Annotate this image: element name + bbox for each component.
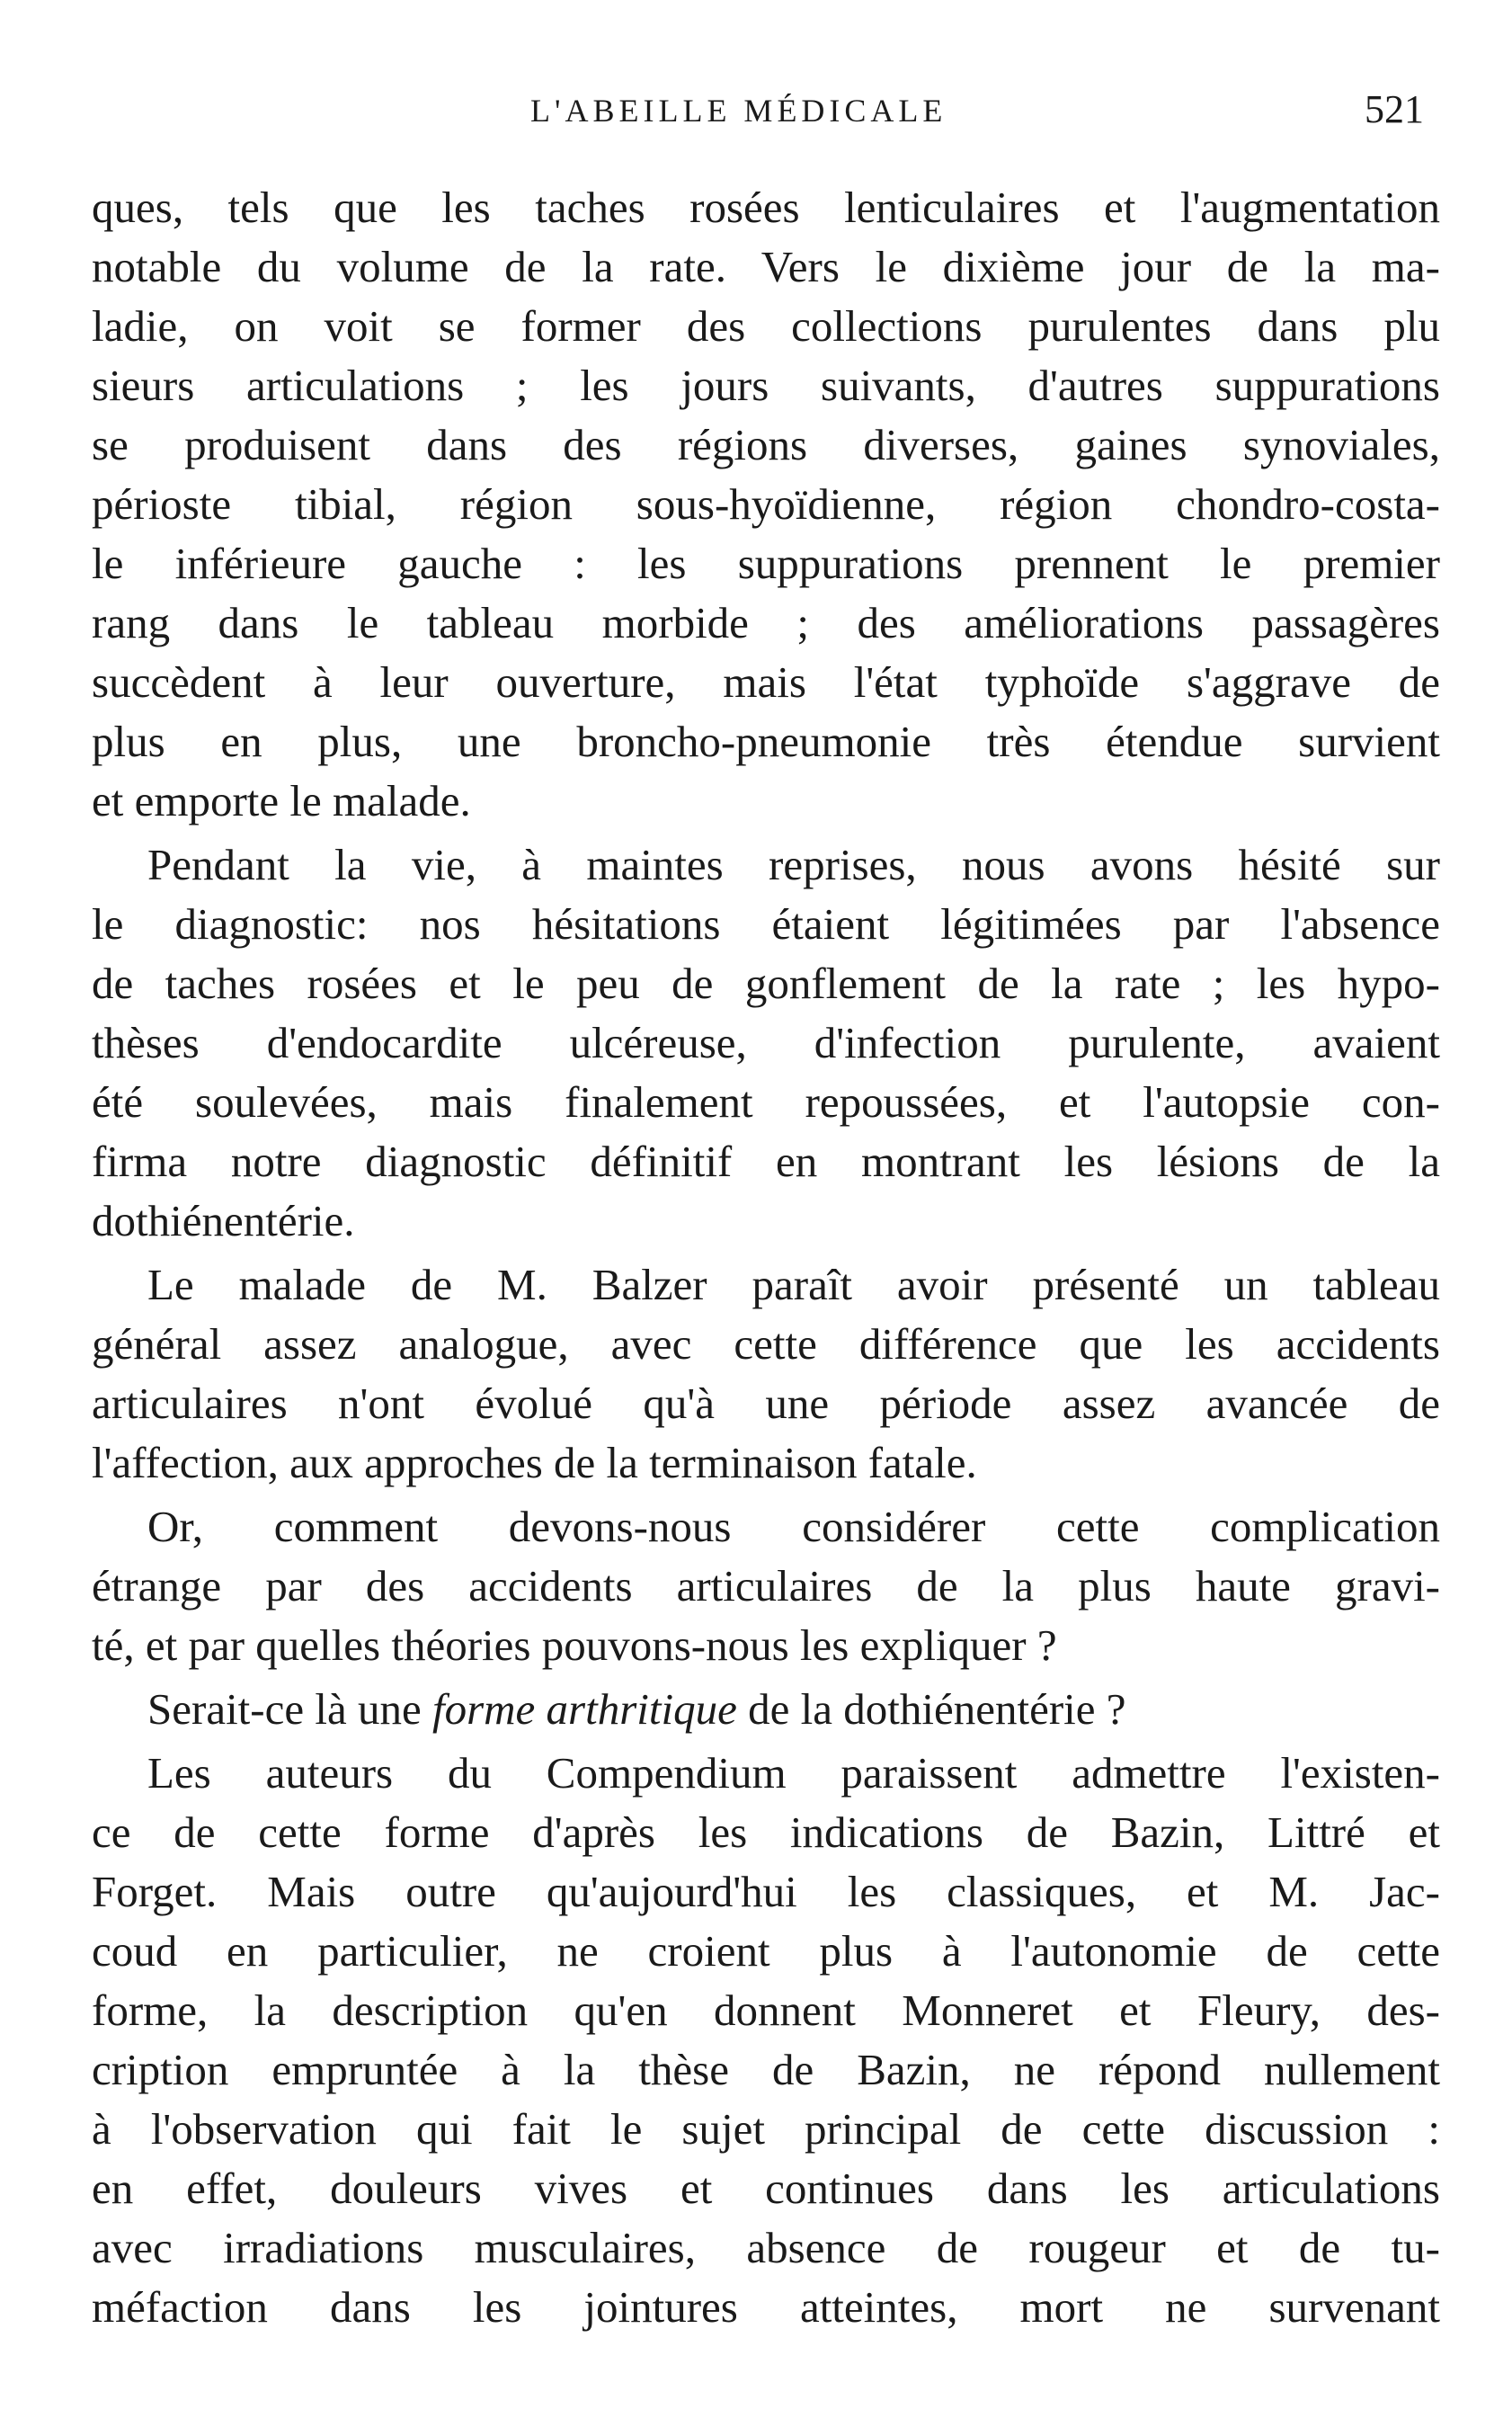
text-line: Le malade de M. Balzer paraît avoir présenté un tableau — [147, 1260, 1440, 1309]
running-title: L'ABEILLE MÉDICALE — [530, 93, 947, 129]
text-line: général assez analogue, avec cette différence que les accidents — [92, 1319, 1440, 1369]
text-line: méfaction dans les jointures atteintes, mort ne survenant — [92, 2282, 1440, 2332]
text-line: ques, tels que les taches rosées lenticulaires et l'augmentation — [92, 183, 1440, 232]
text-line: cription empruntée à la thèse de Bazin, ne répond nullement — [92, 2045, 1440, 2094]
text-line: plus en plus, une broncho-pneumonie très étendue survient — [92, 717, 1440, 766]
text-line: été soulevées, mais finalement repoussées, et l'autopsie con- — [92, 1077, 1440, 1127]
text-line: Or, comment devons-nous considérer cette complication — [147, 1502, 1440, 1551]
text-line: firma notre diagnostic définitif en montrant les lésions de la — [92, 1137, 1440, 1186]
paragraph-2 — [92, 835, 1440, 1251]
text-line: Pendant la vie, à maintes reprises, nous avons hésité sur — [147, 840, 1440, 889]
text-line: rang dans le tableau morbide ; des améliorations passagères — [92, 598, 1440, 647]
text-line: étrange par des accidents articulaires de la plus haute gravi- — [92, 1561, 1440, 1611]
text-line: Les auteurs du Compendium paraissent admettre l'existen- — [147, 1748, 1440, 1798]
paragraph-1 — [92, 178, 1440, 831]
text-line: dothiénentérie. — [92, 1196, 355, 1245]
text-line: Forget. Mais outre qu'aujourd'hui les classiques, et M. Jac- — [92, 1867, 1440, 1916]
text-fragment: de la dothiénentérie ? — [736, 1684, 1126, 1734]
text-line: forme, la description qu'en donnent Monneret et Fleury, des- — [92, 1985, 1440, 2035]
text-line: avec irradiations musculaires, absence de rougeur et de tu- — [92, 2223, 1440, 2272]
text-line: en effet, douleurs vives et continues dans les articulations — [92, 2164, 1440, 2213]
text-line: de taches rosées et le peu de gonflement de la rate ; les hypo- — [92, 959, 1440, 1008]
paragraph-5 — [92, 1680, 1440, 1739]
page-number: 521 — [1365, 87, 1424, 131]
paragraph-4 — [92, 1497, 1440, 1675]
text-line — [92, 1680, 1440, 1739]
text-line: à l'observation qui fait le sujet principal de cette discussion : — [92, 2104, 1440, 2154]
text-line: thèses d'endocardite ulcéreuse, d'infection purulente, avaient — [92, 1018, 1440, 1067]
text-line: té, et par quelles théories pouvons-nous les expliquer ? — [92, 1620, 1057, 1670]
text-line: succèdent à leur ouverture, mais l'état typhoïde s'aggrave de — [92, 657, 1440, 707]
paragraph-6 — [92, 1744, 1440, 2337]
text-line: l'affection, aux approches de la terminaison fatale. — [92, 1438, 977, 1487]
text-line: sieurs articulations ; les jours suivants, d'autres suppurations — [92, 361, 1440, 410]
text-line: coud en particulier, ne croient plus à l'autonomie de cette — [92, 1926, 1440, 1976]
body-text — [92, 178, 1440, 2342]
text-fragment: Serait-ce là une — [147, 1684, 432, 1734]
text-line: ladie, on voit se former des collections purulentes dans plu — [92, 301, 1440, 351]
text-line: et emporte le malade. — [92, 776, 471, 825]
text-line: le diagnostic: nos hésitations étaient légitimées par l'absence — [92, 899, 1440, 949]
text-line: se produisent dans des régions diverses, gaines synoviales, — [92, 420, 1440, 469]
text-line: le inférieure gauche : les suppurations prennent le premier — [92, 539, 1440, 588]
paragraph-3 — [92, 1255, 1440, 1493]
text-line: ce de cette forme d'après les indications de Bazin, Littré et — [92, 1807, 1440, 1857]
page-header — [0, 87, 1512, 137]
text-line: articulaires n'ont évolué qu'à une période assez avancée de — [92, 1379, 1440, 1428]
emphasis-text: forme arthritique — [431, 1684, 737, 1734]
text-line: périoste tibial, région sous-hyoïdienne, région chondro-costa- — [92, 479, 1440, 529]
text-line: notable du volume de la rate. Vers le dixième jour de la ma- — [92, 242, 1440, 291]
